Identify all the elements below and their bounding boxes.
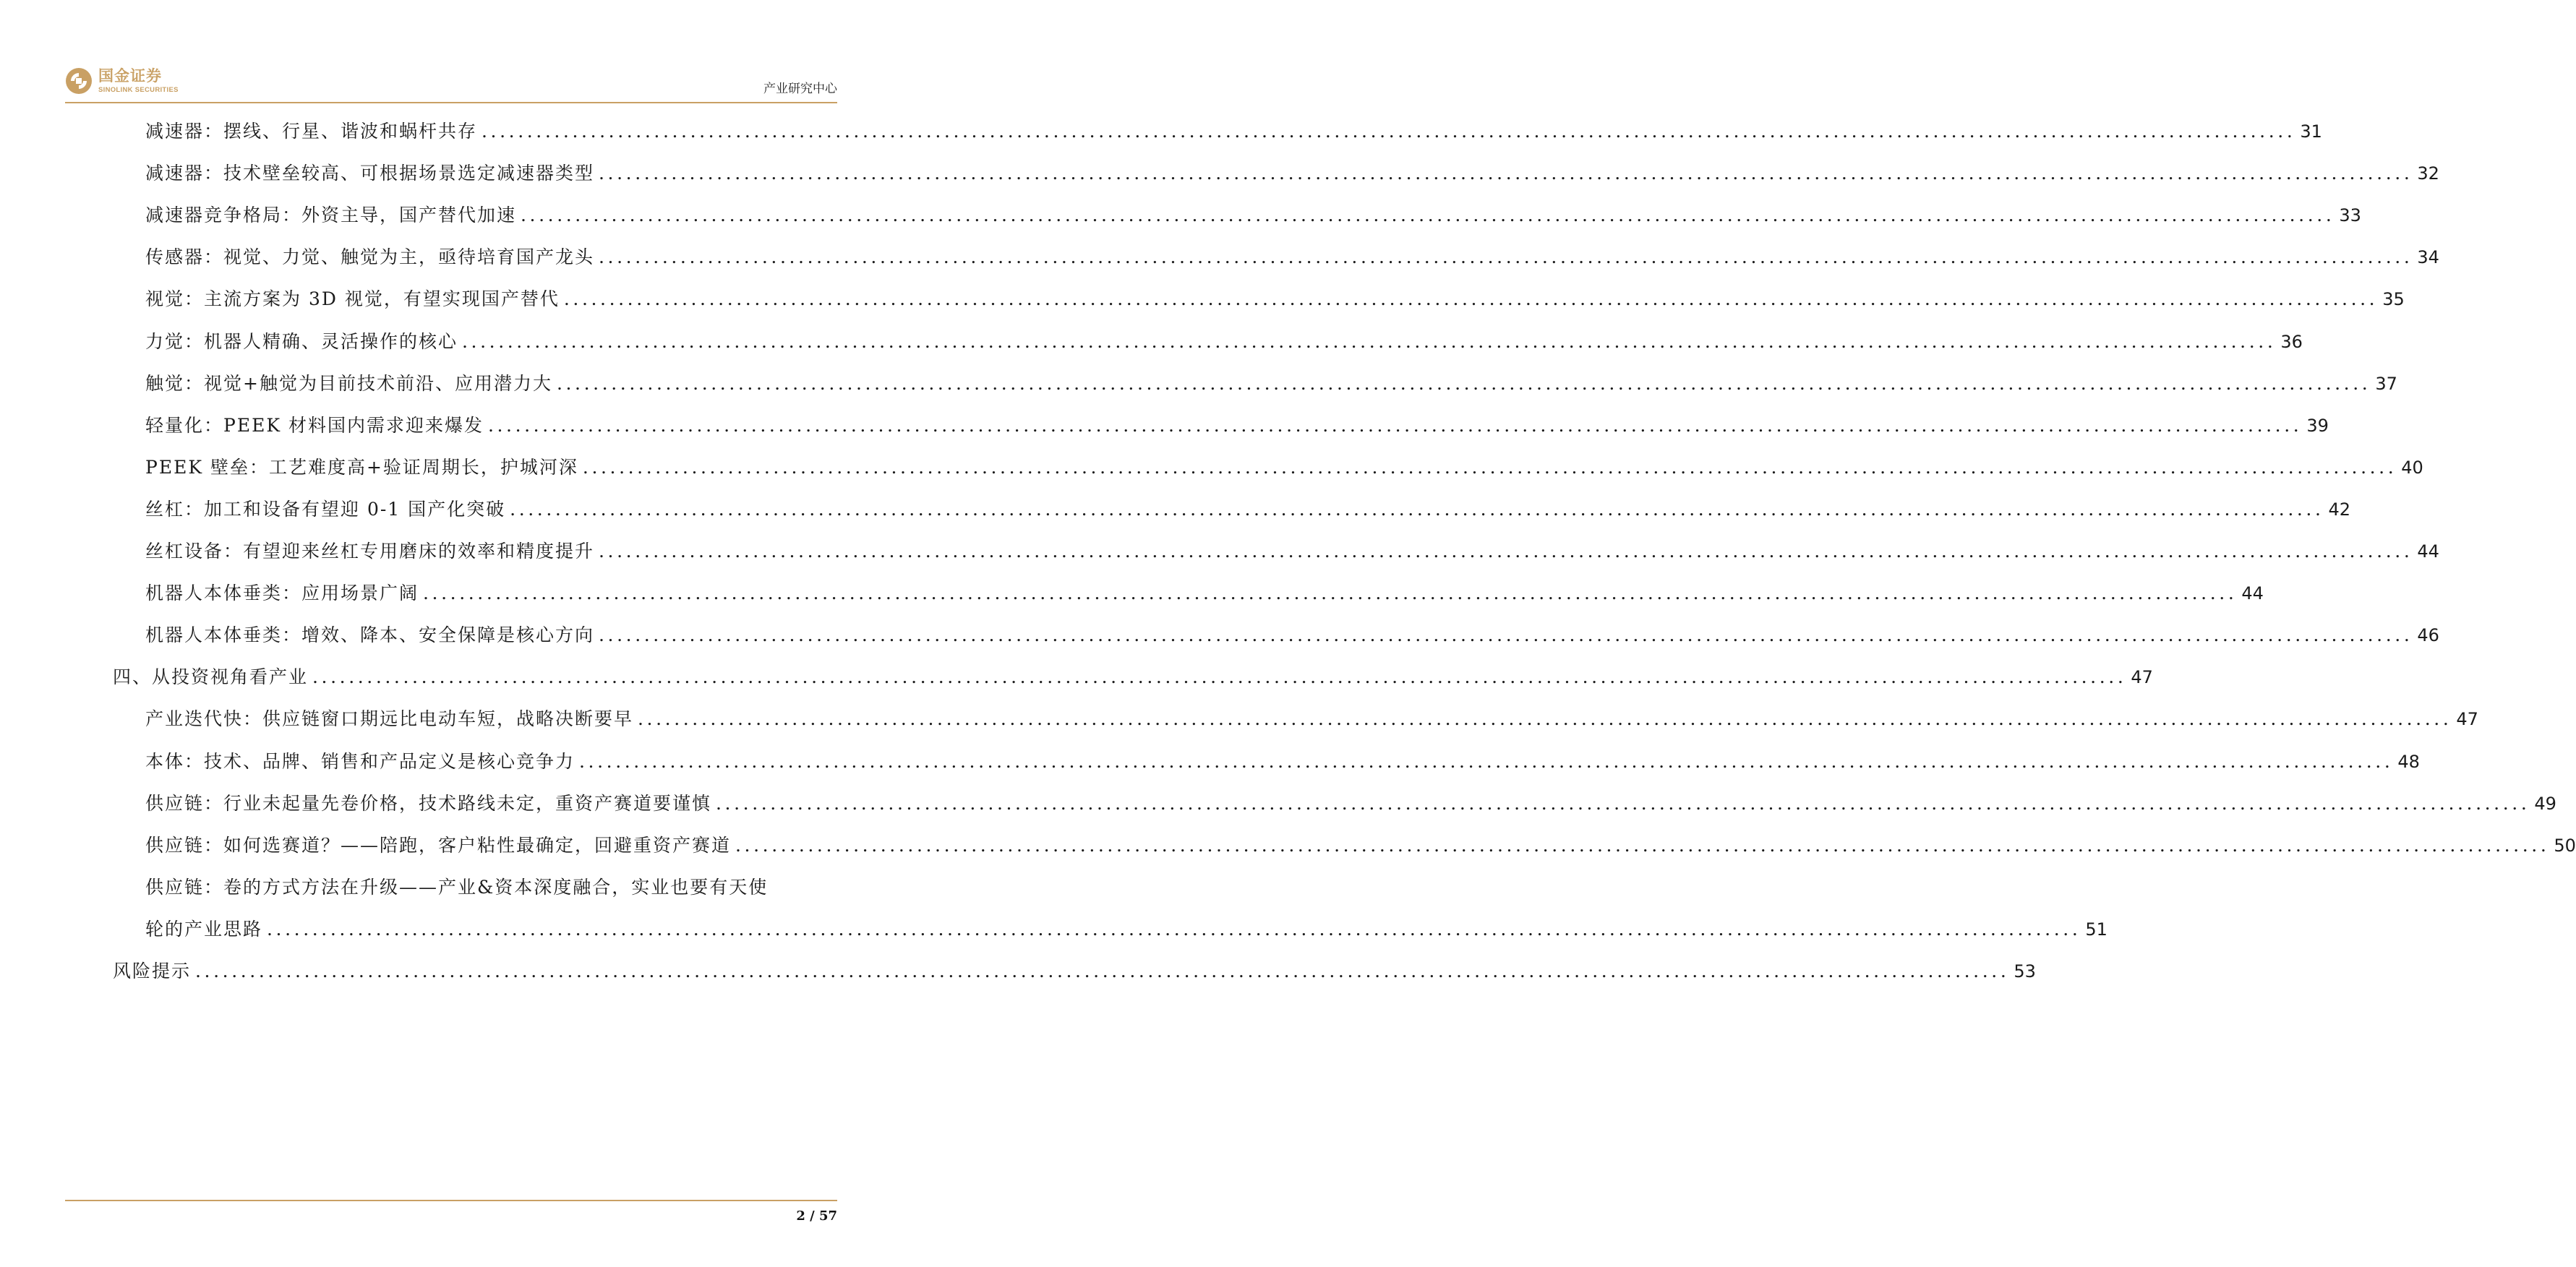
toc-leader-dots: ........................................................................................................................................................................................................ [312,666,2127,688]
toc-entry-label: 供应链：如何选赛道？——陪跑，客户粘性最确定，回避重资产赛道 [145,834,732,856]
toc-page-number: 40 [2401,457,2423,478]
toc-leader-dots: ........................................................................................................................................................................................................ [510,498,2324,520]
toc-leader-dots: ........................................................................................................................................................................................................ [556,372,2371,394]
toc-page-number: 53 [2014,961,2036,982]
toc-leader-dots: ........................................................................................................................................................................................................ [599,624,2413,646]
toc-page-number: 46 [2417,625,2439,646]
toc-entry[interactable] [145,369,2397,398]
toc-page-number: 36 [2280,331,2303,352]
toc-leader-dots: ........................................................................................................................................................................................................ [563,288,2379,310]
toc-entry-label: 风险提示 [113,961,192,982]
logo-english-name: SINOLINK SECURITIES [98,85,179,94]
toc-entry-label: 触觉：视觉+触觉为目前技术前沿、应用潜力大 [145,372,552,394]
toc-page-number: 49 [2534,793,2556,814]
toc-page-number: 33 [2339,205,2361,226]
toc-entry-label: 减速器：摆线、行星、谐波和蜗杆共存 [145,121,478,142]
toc-leader-dots: ........................................................................................................................................................................................................ [195,961,2010,982]
page-header [65,62,837,106]
toc-entry[interactable] [145,159,2439,188]
toc-entry-label: 四、从投资视角看产业 [113,666,309,688]
toc-page-number: 35 [2382,289,2405,310]
toc-entry-label: 机器人本体垂类：应用场景广阔 [145,583,419,604]
toc-leader-dots: ........................................................................................................................................................................................................ [487,414,2303,436]
toc-leader-dots: ........................................................................................................................................................................................................ [521,205,2335,226]
footer-divider [65,1200,837,1201]
toc-entry-label: 供应链：行业未起量先卷价格，技术路线未定，重资产赛道要谨慎 [145,792,712,814]
toc-entry-label: 丝杠设备：有望迎来丝杠专用磨床的效率和精度提升 [145,541,595,562]
toc-page-number: 32 [2417,163,2439,184]
toc-page-number: 44 [2417,541,2439,562]
toc-entry-continuation[interactable] [145,915,2108,944]
toc-page-number: 34 [2417,247,2439,268]
toc-entry[interactable] [145,579,2264,608]
toc-entry-label: 机器人本体垂类：增效、降本、安全保障是核心方向 [145,624,595,646]
page-number: 2 / 57 [796,1208,837,1224]
toc-leader-dots: ........................................................................................................................................................................................................ [735,834,2550,856]
toc-page-number: 48 [2397,751,2420,772]
toc-page-number: 51 [2085,919,2108,940]
toc-page-number: 47 [2131,667,2153,688]
toc-entry[interactable] [145,117,2322,146]
toc-entry[interactable] [145,201,2361,230]
toc-leader-dots: ........................................................................................................................................................................................................ [716,792,2530,814]
logo-chinese-name: 国金证券 [98,66,162,85]
toc-section-entry[interactable] [113,663,2153,692]
toc-entry-label: 轮的产业思路 [145,918,263,940]
toc-leader-dots: ........................................................................................................................................................................................................ [599,163,2413,184]
toc-entry-label: 减速器竞争格局：外资主导，国产替代加速 [145,205,517,226]
toc-leader-dots: ........................................................................................................................................................................................................ [638,708,2452,730]
toc-leader-dots: ........................................................................................................................................................................................................ [423,583,2238,604]
toc-entry[interactable] [145,537,2439,566]
toc-entry[interactable] [145,453,2423,482]
toc-entry-label: 传感器：视觉、力觉、触觉为主，亟待培育国产龙头 [145,246,595,268]
toc-entry[interactable] [145,411,2329,440]
toc-entry-label: 产业迭代快：供应链窗口期远比电动车短，战略决断要早 [145,708,634,730]
company-logo [65,65,179,97]
toc-page-number: 50 [2554,835,2576,856]
toc-entry[interactable] [145,285,2405,314]
toc-entry-label: 力觉：机器人精确、灵活操作的核心 [145,330,458,352]
toc-entry[interactable] [145,873,809,902]
toc-page-number: 42 [2328,499,2351,520]
toc-leader-dots: ........................................................................................................................................................................................................ [267,918,2081,940]
toc-entry-label: 供应链：卷的方式方法在升级——产业&资本深度融合，实业也要有天使 [145,876,769,898]
toc-entry-label: 视觉：主流方案为 3D 视觉，有望实现国产替代 [145,288,560,310]
toc-entry[interactable] [145,495,2351,524]
toc-entry-label: 丝杠：加工和设备有望迎 0-1 国产化突破 [145,498,506,520]
header-section-title: 产业研究中心 [763,82,837,96]
toc-section-entry[interactable] [113,957,2036,986]
toc-leader-dots: ........................................................................................................................................................................................................ [482,121,2296,142]
toc-entry-label: 本体：技术、品牌、销售和产品定义是核心竞争力 [145,750,575,772]
toc-entry[interactable] [145,831,2576,860]
toc-leader-dots: ........................................................................................................................................................................................................ [579,750,2394,772]
toc-entry-label: 轻量化：PEEK 材料国内需求迎来爆发 [145,414,484,436]
header-divider [65,102,837,103]
toc-entry-label: PEEK 壁垒：工艺难度高+验证周期长，护城河深 [145,456,578,478]
toc-leader-dots: ........................................................................................................................................................................................................ [599,246,2413,268]
toc-entry[interactable] [145,705,2478,734]
toc-entry[interactable] [145,621,2439,650]
toc-page-number: 31 [2300,121,2322,142]
sinolink-logo-icon [65,67,93,95]
toc-leader-dots: ........................................................................................................................................................................................................ [599,541,2413,562]
toc-page-number: 47 [2456,709,2478,730]
toc-entry[interactable] [145,789,2556,818]
toc-entry[interactable] [145,747,2420,776]
toc-entry[interactable] [145,243,2439,272]
toc-leader-dots: ........................................................................................................................................................................................................ [462,330,2277,352]
toc-page-number: 37 [2375,373,2397,394]
toc-page-number: 44 [2241,583,2264,604]
toc-leader-dots: ........................................................................................................................................................................................................ [582,456,2397,478]
toc-page-number: 39 [2306,415,2329,436]
toc-entry-label: 减速器：技术壁垒较高、可根据场景选定减速器类型 [145,163,595,184]
toc-entry[interactable] [145,327,2303,356]
